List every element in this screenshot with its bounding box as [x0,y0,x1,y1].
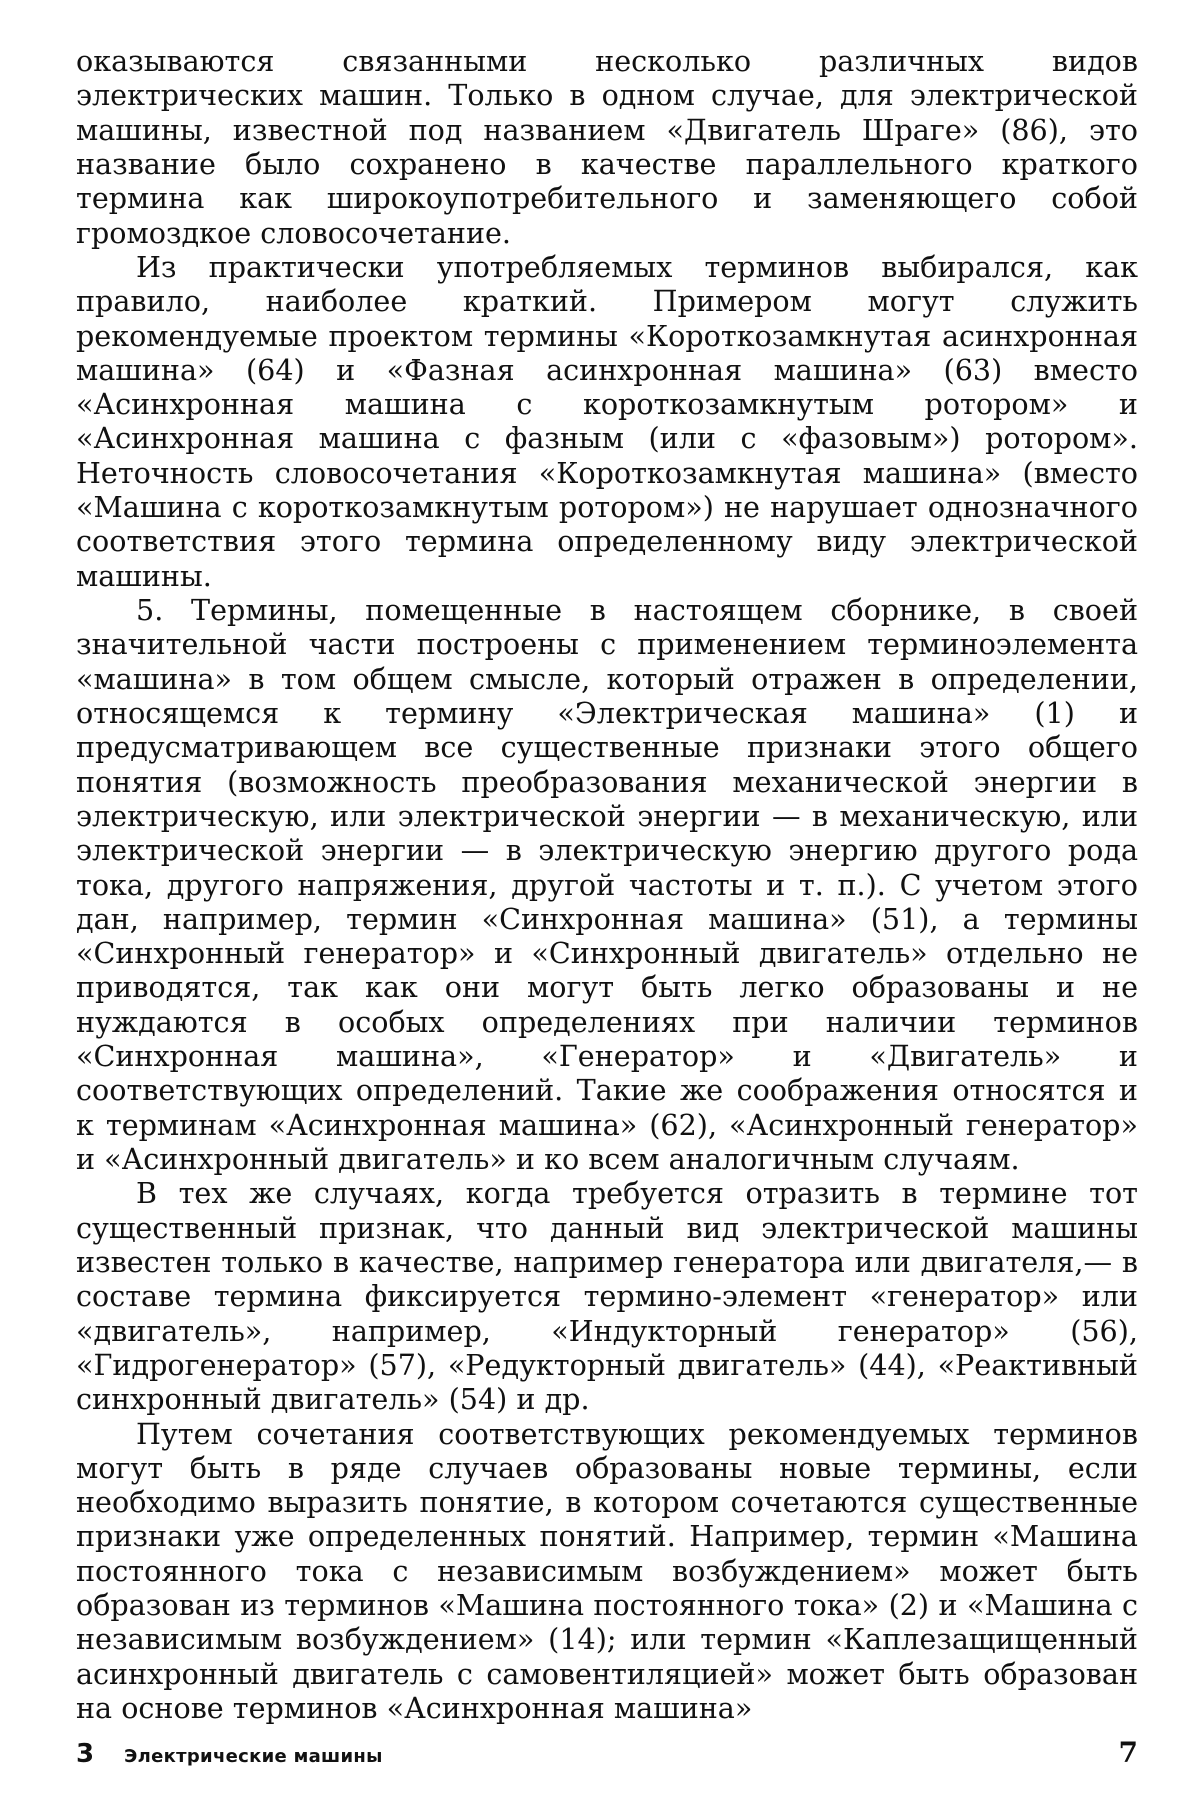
paragraph-combined-terms: Путем сочетания соответствующих рекомендуемых терминов могут быть в ряде случаев образованы новые термины, если необходимо выразить понятие, в котором сочетаются существенные признаки уже определенных понятий. Например, термин «Машина постоянного тока с независимым возбуждением» может быть образован из терминов «Машина постоянного тока» (2) и «Машина с независимым возбуждением» (14); или термин «Каплезащищенный асинхронный двигатель с самовентиляцией» может быть образован на основе терминов «Асинхронная машина» [76,1416,1138,1725]
paragraph-continuation: оказываются связанными несколько различных видов электрических машин. Только в одном случае, для электрической машины, известной под названием «Двигатель Шраге» (86), это название было сохранено в качестве параллельного краткого термина как широкоупотребительного и заменяющего собой громоздкое словосочетание. [76,44,1138,250]
paragraph-generator-motor: В тех же случаях, когда требуется отразить в термине тот существенный признак, что данный вид электрической машины известен только в качестве, например генератора или двигателя,— в составе термина фиксируется термино-элемент «генератор» или «двигатель», например, «Индукторный генератор» (56), «Гидрогенератор» (57), «Редукторный двигатель» (44), «Реактивный синхронный двигатель» (54) и др. [76,1176,1138,1417]
page-number: 7 [1118,1736,1138,1769]
paragraph-short-terms: Из практически употребляемых терминов выбирался, как правило, наиболее краткий. Примером могут служить рекомендуемые проектом термины «Короткозамкнутая асинхронная машина» (64) и «Фазная асинхронная машина» (63) вместо «Асинхронная машина с короткозамкнутым ротором» и «Асинхронная машина с фазным (или с «фазовым») ротором». Неточность словосочетания «Короткозамкнутая машина» (вместо «Машина с короткозамкнутым ротором») не нарушает однозначного соответствия этого термина определенному виду электрической машины. [76,249,1138,593]
signature-title: Электрические машины [124,1746,383,1767]
page-footer [76,1736,1138,1776]
signature-mark: 3 [76,1739,95,1769]
paragraph-section-5: 5. Термины, помещенные в настоящем сборнике, в своей значительной части построены с применением терминоэлемента «машина» в том общем смысле, который отражен в определении, относящемся к термину «Электрическая машина» (1) и предусматривающем все существенные признаки этого общего понятия (возможность преобразования механической энергии в электрическую, или электрической энергии — в механическую, или электрической энергии — в электрическую энергию другого рода тока, другого напряжения, другой частоты и т. п.). С учетом этого дан, например, термин «Синхронная машина» (51), а термины «Синхронный генератор» и «Синхронный двигатель» отдельно не приводятся, так как они могут быть легко образованы и не нуждаются в особых определениях при наличии терминов «Синхронная машина», «Генератор» и «Двигатель» и соответствующих определений. Такие же соображения относятся и к терминам «Асинхронная машина» (62), «Асинхронный генератор» и «Асинхронный двигатель» и ко всем аналогичным случаям. [76,593,1138,1176]
page-body [76,44,1138,1725]
